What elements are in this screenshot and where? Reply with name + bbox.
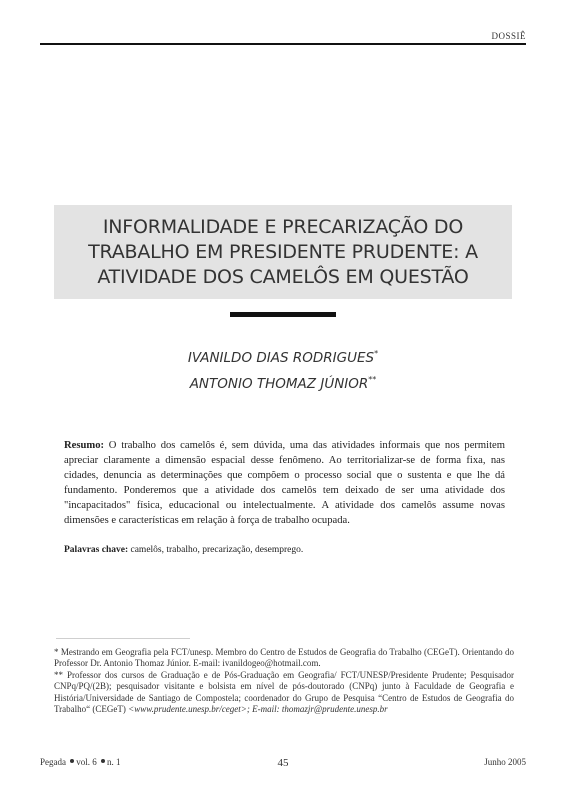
title-line-1: INFORMALIDADE E PRECARIZAÇÃO DO: [102, 215, 464, 238]
author-1: [0, 343, 566, 369]
author-2-name: ANTONIO THOMAZ JÚNIOR: [189, 376, 369, 392]
footnotes: [54, 647, 514, 715]
footnote-2: [54, 670, 514, 716]
header-rule: [40, 43, 526, 45]
issue-date: Junho 2005: [484, 757, 526, 767]
page-number: 45: [277, 757, 289, 769]
author-1-footnote-mark[interactable]: *: [374, 349, 379, 358]
footnote-separator: [56, 638, 190, 639]
title-line-2: TRABALHO EM PRESIDENTE PRUDENTE: A: [88, 240, 478, 263]
footnote-2-links[interactable]: <www.prudente.unesp.br/ceget>; E-mail: thomazjr@prudente.unesp.br: [128, 704, 388, 715]
keywords-label: Palavras chave:: [64, 545, 129, 555]
journal-number: n. 1: [107, 757, 121, 767]
title-line-3: ATIVIDADE DOS CAMELÔS EM QUESTÃO: [97, 265, 469, 288]
author-2-footnote-mark[interactable]: **: [368, 375, 377, 384]
author-1-name: IVANILDO DIAS RODRIGUES: [187, 350, 375, 366]
abstract-text: O trabalho dos camelôs é, sem dúvida, uma das atividades informais que nos permitem apreciar claramente a dimensão espacial desse fenômeno. Ao territorializar-se de forma fixa, nas cidades, denuncia as determinações que compõem o processo social que o sustenta e que lhe dá fundamento. Ponderemos que a atividade dos camelôs tem deixado de ser uma atividade dos "incapacitados" física, educacional ou intelectualmente. A atividade dos camelôs assume novas dimensões e características em relação à força de trabalho ocupada.: [64, 440, 505, 526]
abstract-label: Resumo:: [64, 440, 105, 451]
author-2: [0, 369, 566, 395]
abstract: [64, 439, 505, 528]
journal-volume: vol. 6: [76, 757, 97, 767]
footnote-1: * Mestrando em Geografia pela FCT/unesp. Membro do Centro de Estudos de Geografia do Trabalho (CEGeT). Orientando do Professor Dr. Antonio Thomaz Júnior. E-mail: ivanildogeo@hotmail.com.: [54, 647, 514, 669]
section-label: DOSSIÊ: [491, 31, 526, 41]
keywords: [64, 545, 505, 555]
title-underline-bar: [230, 312, 336, 317]
journal-name: Pegada: [40, 757, 66, 767]
author-list: [0, 343, 566, 395]
footnote-2-text: ** Professor dos cursos de Graduação e de Pós-Graduação em Geografia/ FCT/UNESP/Presidente Prudente; Pesquisador CNPq/PQ/(2B); pesquisador visitante e bolsista em nível de pós-doutorado (CNPq) junto à Faculdade de Geografia e História/Universidade de Santiago de Compostela; coordenador do Grupo de Pesquisa “Centro de Estudos de Geografia do Trabalho“ (CEGeT): [54, 669, 514, 715]
keywords-text: camelôs, trabalho, precarização, desemprego.: [128, 545, 304, 555]
article-title: [54, 205, 512, 299]
